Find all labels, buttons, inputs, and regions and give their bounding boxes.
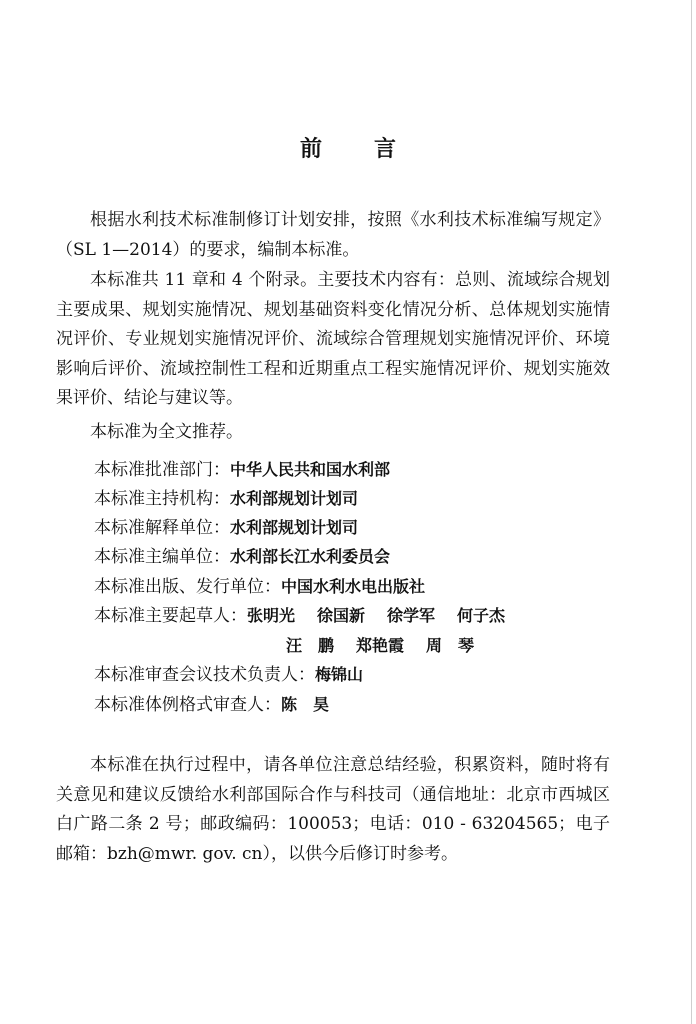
approving-dept-value: 中华人民共和国水利部 [230,460,391,479]
drafter-name: 郑艳霞 [356,636,405,655]
interpreting-unit-value: 水利部规划计划司 [230,518,359,537]
format-reviewer-value: 陈 昊 [281,695,330,714]
approving-dept-label: 本标准批准部门： [94,460,230,480]
review-lead-label: 本标准审查会议技术负责人： [94,665,315,685]
paragraph-basis: 根据水利技术标准制修订计划安排，按照《水利技术标准编写规定》（SL 1—2014）的要求，编制本标准。 [56,210,610,260]
info-chief-editor [94,542,390,572]
drafter-name: 汪 鹏 [286,636,335,655]
info-drafters-continued [286,631,496,661]
paragraph-feedback: 本标准在执行过程中，请各单位注意总结经验，积累资料，随时将有关意见和建议反馈给水利部国际合作与科技司（通信地址：北京市西城区白广路二条 2 号；邮政编码：100053；电话：010 - 63204565；电子邮箱：bzh@mwr. gov. cn），以供今后修订时参考。 [56,755,610,864]
info-format-reviewer [94,690,329,720]
title-char-1: 前 [299,137,322,162]
paragraph-contents: 本标准共 11 章和 4 个附录。主要技术内容有：总则、流域综合规划主要成果、规划实施情况、规划基础资料变化情况分析、总体规划实施情况评价、专业规划实施情况评价、流域综合管理规划实施情况评价、环境影响后评价、流域控制性工程和近期重点工程实施情况评价、规划实施效果评价、结论与建议等。 [56,270,610,408]
page-title [0,132,696,163]
publisher-value: 中国水利水电出版社 [281,577,426,596]
drafters-label: 本标准主要起草人： [94,606,247,626]
drafter-name: 徐国新 [317,606,366,625]
info-approving-dept [94,455,390,485]
format-reviewer-label: 本标准体例格式审查人： [94,695,281,715]
drafter-name: 何子杰 [457,606,506,625]
host-org-value: 水利部规划计划司 [230,489,359,508]
title-char-2: 言 [374,137,397,162]
info-drafters [94,601,527,631]
info-publisher [94,572,425,602]
info-interpreting-unit [94,513,358,543]
chief-editor-value: 水利部长江水利委员会 [230,547,391,566]
drafter-name: 周 琴 [426,636,475,655]
drafter-name: 张明光 [247,606,296,625]
interpreting-unit-label: 本标准解释单位： [94,518,230,538]
review-lead-value: 梅锦山 [315,665,364,684]
drafter-name: 徐学军 [387,606,436,625]
info-review-lead [94,660,363,690]
info-host-org [94,484,358,514]
chief-editor-label: 本标准主编单位： [94,547,230,567]
host-org-label: 本标准主持机构： [94,489,230,509]
paragraph-recommendation: 本标准为全文推荐。 [90,422,243,442]
publisher-label: 本标准出版、发行单位： [94,577,281,597]
